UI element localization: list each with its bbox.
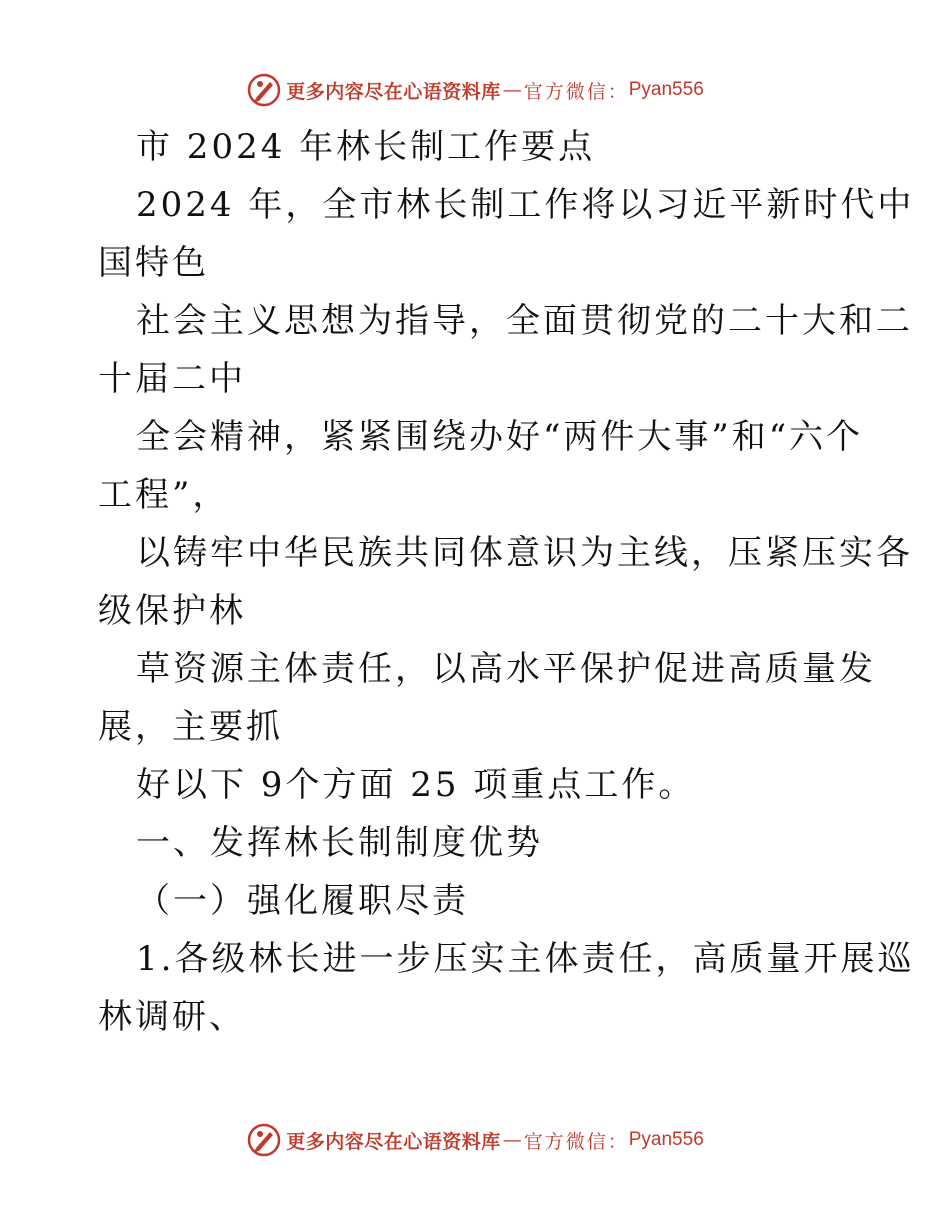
pen-logo-icon <box>246 1122 282 1158</box>
text-line: 全会精神，紧紧围绕办好“两件大事”和“六个 <box>136 417 864 457</box>
text-line: 级保护林 <box>98 591 246 631</box>
watermark-dash: — <box>502 1129 522 1151</box>
text-line: 一、发挥林长制制度优势 <box>136 823 543 863</box>
document-body <box>98 118 915 1046</box>
watermark-dash: — <box>502 79 522 101</box>
watermark-sub: 官方微信： <box>523 1130 629 1153</box>
watermark-id: Pyan556 <box>628 1129 704 1150</box>
text-line: 社会主义思想为指导，全面贯彻党的二十大和二 <box>136 301 913 341</box>
header-watermark <box>0 70 950 110</box>
watermark-id: Pyan556 <box>628 79 704 100</box>
watermark-sub: 官方微信： <box>523 80 629 103</box>
footer-watermark <box>0 1120 950 1160</box>
text-line: 草资源主体责任，以高水平保护促进高质量发 <box>136 649 876 689</box>
text-line: 以铸牢中华民族共同体意识为主线，压紧压实各 <box>136 533 913 573</box>
text-line: 2024 年，全市林长制工作将以习近平新时代中 <box>136 185 915 225</box>
text-line: 十届二中 <box>98 359 246 399</box>
watermark-text: 更多内容尽在心语资料库 <box>286 1130 501 1153</box>
text-line: 展，主要抓 <box>98 707 283 747</box>
text-line: 市 2024 年林长制工作要点 <box>136 127 596 167</box>
text-line: 林调研、 <box>98 997 246 1037</box>
watermark-text: 更多内容尽在心语资料库 <box>286 80 501 103</box>
text-line: 1.各级林长进一步压实主体责任，高质量开展巡 <box>136 939 915 979</box>
text-line: 工程”， <box>98 475 230 515</box>
text-line: 国特色 <box>98 243 209 283</box>
pen-logo-icon <box>246 72 282 108</box>
text-line: （一）强化履职尽责 <box>136 881 469 921</box>
text-line: 好以下 9个方面 25 项重点工作。 <box>136 765 696 805</box>
